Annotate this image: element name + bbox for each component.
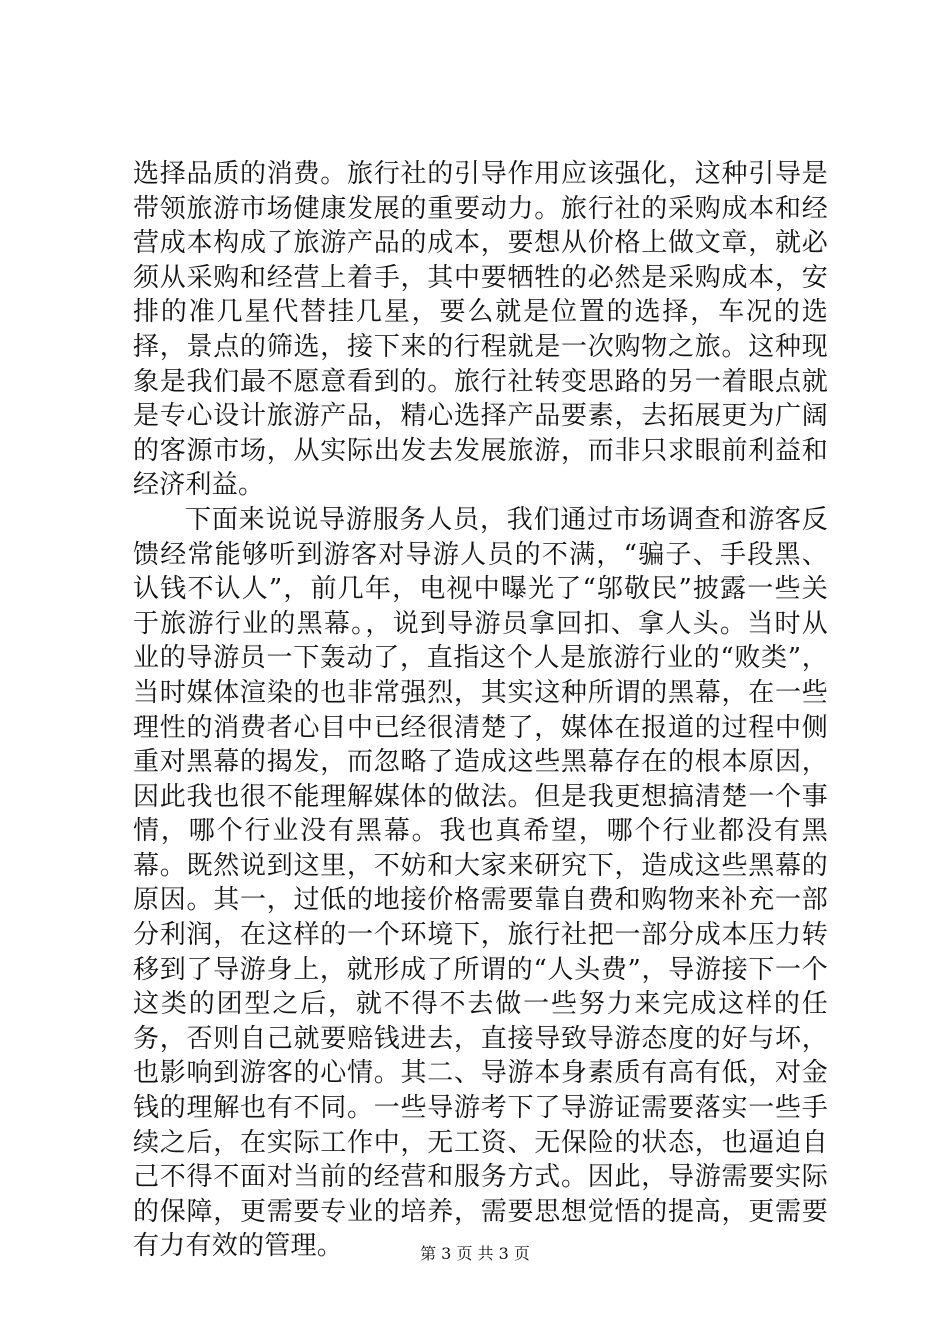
document-body [133, 157, 828, 1264]
paragraph-tour-guides: 下面来说说导游服务人员，我们通过市场调查和游客反馈经常能够听到游客对导游人员的不满，“骗子、手段黑、认钱不认人”，前几年，电视中曝光了“邬敬民”披露一些关于旅游行业的黑幕。，说到导游员拿回扣、拿人头。当时从业的导游员一下轰动了，直指这个人是旅游行业的“败类”，当时媒体渲染的也非常强烈，其实这种所谓的黑幕，在一些理性的消费者心目中已经很清楚了，媒体在报道的过程中侧重对黑幕的揭发，而忽略了造成这些黑幕存在的根本原因，因此我也很不能理解媒体的做法。但是我更想搞清楚一个事情，哪个行业没有黑幕。我也真希望，哪个行业都没有黑幕。既然说到这里，不妨和大家来研究下，造成这些黑幕的原因。其一，过低的地接价格需要靠自费和购物来补充一部分利润，在这样的一个环境下，旅行社把一部分成本压力转移到了导游身上，就形成了所谓的“人头费”，导游接下一个这类的团型之后，就不得不去做一些努力来完成这样的任务，否则自己就要赔钱进去，直接导致导游态度的好与坏，也影响到游客的心情。其二、导游本身素质有高有低，对金钱的理解也有不同。一些导游考下了导游证需要落实一些手续之后，在实际工作中，无工资、无保险的状态，也逼迫自己不得不面对当前的经营和服务方式。因此，导游需要实际的保障，更需要专业的培养，需要思想觉悟的提高，更需要有力有效的管理。 [133, 504, 828, 1262]
page-number-footer: 第 3 页 共 3 页 [420, 1244, 530, 1263]
paragraph-continuation: 选择品质的消费。旅行社的引导作用应该强化，这种引导是带领旅游市场健康发展的重要动力。旅行社的采购成本和经营成本构成了旅游产品的成本，要想从价格上做文章，就必须从采购和经营上着手，其中要牺牲的必然是采购成本，安排的准几星代替挂几星，要么就是位置的选择，车况的选择，景点的筛选，接下来的行程就是一次购物之旅。这种现象是我们最不愿意看到的。旅行社转变思路的另一着眼点就是专心设计旅游产品，精心选择产品要素，去拓展更为广阔的客源市场，从实际出发去发展旅游，而非只求眼前利益和经济利益。 [133, 159, 828, 501]
